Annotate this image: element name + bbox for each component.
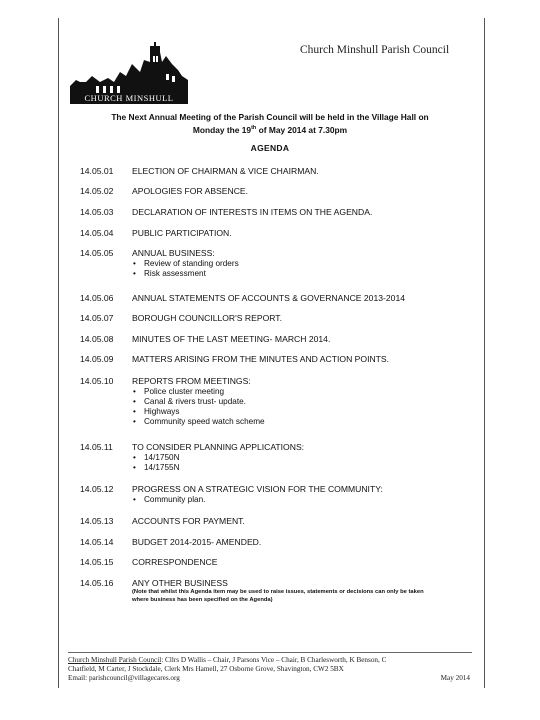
- item-number: 14.05.05: [80, 248, 114, 258]
- page-border-left: [58, 18, 59, 688]
- item-number: 14.05.16: [80, 578, 114, 588]
- item-number: 14.05.08: [80, 334, 114, 344]
- council-name: Church Minshull Parish Council: [300, 44, 450, 56]
- item-title: CORRESPONDENCE: [132, 557, 218, 567]
- item-title: TO CONSIDER PLANNING APPLICATIONS:: [132, 442, 305, 452]
- bullet-item: • 14/1750N: [132, 453, 472, 463]
- item-number: 14.05.09: [80, 354, 114, 364]
- item-title: ANY OTHER BUSINESS: [132, 578, 228, 588]
- item-title: ACCOUNTS FOR PAYMENT.: [132, 516, 245, 526]
- bullet-item: • Risk assessment: [132, 269, 472, 279]
- item-title: DECLARATION OF INTERESTS IN ITEMS ON THE AGENDA.: [132, 207, 373, 217]
- item-number: 14.05.04: [80, 228, 114, 238]
- item-number: 14.05.07: [80, 313, 114, 323]
- item-number: 14.05.13: [80, 516, 114, 526]
- page-border-right: [484, 18, 485, 688]
- item-bullets: [132, 387, 472, 427]
- intro-date-suffix: th: [251, 125, 257, 131]
- item-number: 14.05.12: [80, 484, 114, 494]
- item-bullets: [132, 453, 472, 473]
- footer: [68, 656, 478, 683]
- item-title: BOROUGH COUNCILLOR'S REPORT.: [132, 313, 282, 323]
- item-title: REPORTS FROM MEETINGS:: [132, 376, 251, 386]
- bullet-item: • 14/1755N: [132, 463, 472, 473]
- item-number: 14.05.10: [80, 376, 114, 386]
- parish-logo: [70, 42, 188, 104]
- item-number: 14.05.11: [80, 442, 113, 452]
- bullet-item: • Highways: [132, 407, 472, 417]
- item-number: 14.05.03: [80, 207, 114, 217]
- item-note: (Note that whilst this Agenda item may be used to raise issues, statements or decisions can only be taken: [132, 589, 424, 595]
- bullet-item: • Police cluster meeting: [132, 387, 472, 397]
- item-title: PROGRESS ON A STRATEGIC VISION FOR THE COMMUNITY:: [132, 484, 383, 494]
- intro-line-2: [70, 123, 470, 136]
- item-title: MATTERS ARISING FROM THE MINUTES AND ACTION POINTS.: [132, 354, 390, 364]
- item-number: 14.05.02: [80, 186, 114, 196]
- item-title: ANNUAL STATEMENTS OF ACCOUNTS & GOVERNANCE 2013-2014: [132, 293, 405, 303]
- footer-line-2: Chatfield, M Carter, J Stockdale, Clerk Mrs Hamell, 27 Osborne Grove, Shavington, CW2 5BX: [68, 665, 344, 673]
- item-bullets: [132, 259, 472, 279]
- councillors-list: : Cllrs D Wallis – Chair, J Parsons Vice – Chair, B Charlesworth, K Benson, C: [161, 656, 387, 664]
- intro-line-1: The Next Annual Meeting of the Parish Council will be held in the Village Hall on: [111, 112, 429, 122]
- item-number: 14.05.01: [80, 166, 114, 176]
- council-link[interactable]: Church Minshull Parish Council: [68, 656, 162, 664]
- item-number: 14.05.06: [80, 293, 114, 303]
- item-number: 14.05.14: [80, 537, 114, 547]
- item-title: ELECTION OF CHAIRMAN & VICE CHAIRMAN.: [132, 166, 319, 176]
- bullet-item: • Community speed watch scheme: [132, 417, 472, 427]
- item-title: MINUTES OF THE LAST MEETING- MARCH 2014.: [132, 334, 331, 344]
- bullet-item: • Community plan.: [132, 495, 472, 505]
- item-number: 14.05.15: [80, 557, 114, 567]
- bullet-item: • Review of standing orders: [132, 259, 472, 269]
- item-title: BUDGET 2014-2015- AMENDED.: [132, 537, 262, 547]
- bullet-item: • Canal & rivers trust- update.: [132, 397, 472, 407]
- intro-time-text: of May 2014 at 7.30pm: [256, 124, 348, 135]
- item-bullets: [132, 495, 472, 505]
- item-title: APOLOGIES FOR ABSENCE.: [132, 186, 249, 196]
- meeting-intro: [70, 112, 470, 136]
- footer-email: Email: parishcouncil@villagecares.org: [68, 674, 180, 682]
- logo-text: CHURCH MINSHULL: [84, 93, 174, 103]
- footer-line-1: [68, 656, 478, 665]
- item-title: ANNUAL BUSINESS:: [132, 248, 215, 258]
- intro-date-text: Monday the 19: [192, 124, 252, 135]
- footer-divider: [68, 652, 472, 653]
- item-title: PUBLIC PARTICIPATION.: [132, 228, 232, 238]
- item-note: where business has been specified on the Agenda): [132, 596, 273, 603]
- footer-date: May 2014: [440, 674, 470, 682]
- agenda-title: AGENDA: [250, 143, 290, 153]
